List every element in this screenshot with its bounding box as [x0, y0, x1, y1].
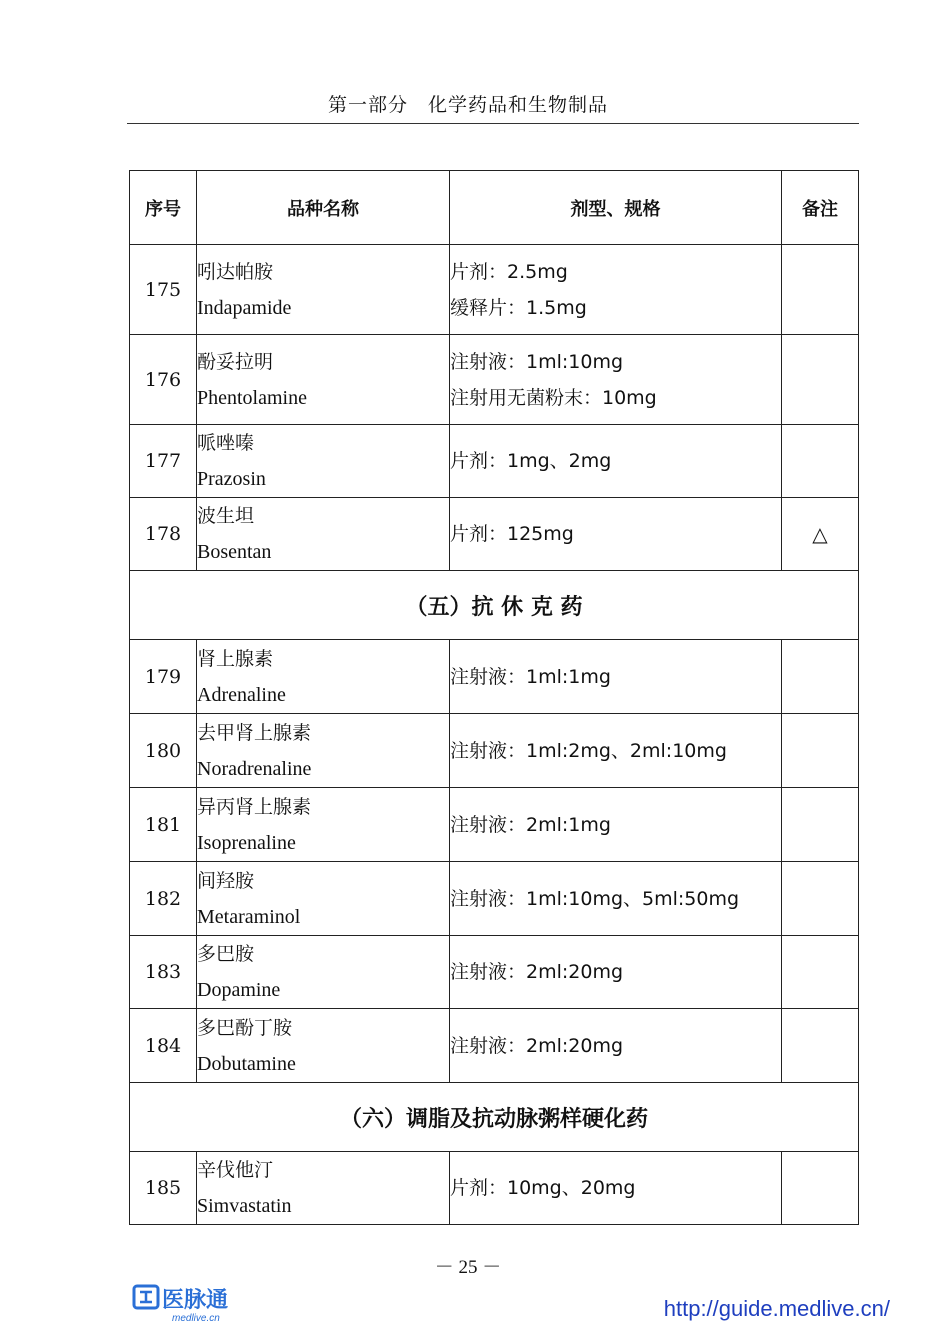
dosage-spec: 缓释片：1.5mg: [450, 296, 587, 319]
row-number: 184: [130, 1009, 197, 1083]
drug-name-en: Dobutamine: [197, 1052, 296, 1075]
drug-name-cn: 多巴酚丁胺: [197, 1016, 293, 1039]
header-rule: [127, 123, 859, 124]
drug-name-cell: [197, 714, 450, 788]
table-row: [130, 1152, 859, 1225]
header-name: 品种名称: [197, 171, 450, 245]
drug-name-en: Adrenaline: [197, 683, 286, 706]
page-header-title: 第一部分 化学药品和生物制品: [327, 94, 608, 116]
logo-subtext: medlive.cn: [172, 1313, 220, 1324]
drug-name-cn: 酚妥拉明: [197, 350, 274, 373]
logo-text: 医脉通: [162, 1288, 229, 1313]
dosage-spec-cell: [450, 1009, 782, 1083]
drug-name-cn: 波生坦: [197, 505, 255, 527]
dosage-spec: 注射用无菌粉末：10mg: [450, 386, 657, 409]
remark-cell: [782, 714, 859, 788]
dosage-spec: 片剂：1mg、2mg: [450, 450, 612, 472]
drug-name-cell: [197, 425, 450, 498]
row-number: 185: [130, 1152, 197, 1225]
drug-name-cn: 吲达帕胺: [197, 260, 274, 283]
dosage-spec-cell: [450, 788, 782, 862]
drug-name-cell: [197, 1152, 450, 1225]
header-spec: 剂型、规格: [450, 171, 782, 245]
table-row: [130, 245, 859, 335]
table-row: [130, 1009, 859, 1083]
remark-cell: [782, 788, 859, 862]
row-number: 183: [130, 936, 197, 1009]
drug-name-en: Noradrenaline: [197, 757, 312, 780]
drug-name-cn: 辛伐他汀: [197, 1159, 274, 1181]
table-row: [130, 936, 859, 1009]
table-row: [130, 714, 859, 788]
remark-cell: [782, 1009, 859, 1083]
remark-cell: [782, 862, 859, 936]
remark-cell: △: [782, 498, 859, 571]
drug-name-en: Indapamide: [197, 296, 292, 319]
row-number: 180: [130, 714, 197, 788]
dosage-spec-cell: [450, 714, 782, 788]
dosage-spec-cell: [450, 498, 782, 571]
table-row: [130, 425, 859, 498]
header-num: 序号: [130, 171, 197, 245]
row-number: 178: [130, 498, 197, 571]
drug-name-cn: 异丙肾上腺素: [197, 795, 312, 818]
drug-name-cell: [197, 936, 450, 1009]
dosage-spec: 注射液：1ml:2mg、2ml:10mg: [450, 739, 727, 762]
drug-name-cn: 间羟胺: [197, 869, 255, 892]
remark-cell: [782, 245, 859, 335]
header-note: 备注: [782, 171, 859, 245]
drug-name-cell: [197, 245, 450, 335]
dosage-spec-cell: [450, 862, 782, 936]
drug-name-en: Dopamine: [197, 979, 281, 1001]
dosage-spec-cell: [450, 335, 782, 425]
page-number: － 25 －: [434, 1257, 502, 1278]
dosage-spec-cell: [450, 245, 782, 335]
dosage-spec-cell: [450, 640, 782, 714]
dosage-spec: 片剂：10mg、20mg: [450, 1177, 636, 1199]
dosage-spec: 注射液：2ml:20mg: [450, 961, 624, 983]
table-row: [130, 788, 859, 862]
dosage-spec: 注射液：2ml:1mg: [450, 813, 611, 836]
remark-cell: [782, 640, 859, 714]
section-heading-5: （五）抗 休 克 药: [130, 571, 859, 640]
drug-name-cell: [197, 640, 450, 714]
drug-name-en: Metaraminol: [197, 905, 301, 928]
remark-cell: [782, 936, 859, 1009]
dosage-spec-cell: [450, 1152, 782, 1225]
row-number: 175: [130, 245, 197, 335]
remark-cell: [782, 335, 859, 425]
table-row: [130, 335, 859, 425]
drug-name-en: Bosentan: [197, 541, 272, 563]
section-row: [130, 571, 859, 640]
drug-name-cn: 哌唑嗪: [197, 432, 255, 454]
row-number: 179: [130, 640, 197, 714]
drug-name-cell: [197, 335, 450, 425]
medlive-logo: [132, 1280, 242, 1324]
dosage-spec: 片剂：2.5mg: [450, 260, 568, 283]
drug-name-cell: [197, 1009, 450, 1083]
drug-table: [129, 170, 859, 1225]
dosage-spec: 片剂：125mg: [450, 523, 574, 545]
drug-name-en: Prazosin: [197, 468, 266, 490]
drug-name-cn: 去甲肾上腺素: [197, 721, 312, 744]
drug-name-en: Simvastatin: [197, 1195, 292, 1217]
table-row: [130, 640, 859, 714]
drug-name-cn: 多巴胺: [197, 943, 255, 965]
section-heading-6: （六）调脂及抗动脉粥样硬化药: [130, 1083, 859, 1152]
table-row: [130, 862, 859, 936]
row-number: 181: [130, 788, 197, 862]
dosage-spec: 注射液：1ml:10mg、5ml:50mg: [450, 887, 740, 910]
row-number: 182: [130, 862, 197, 936]
dosage-spec-cell: [450, 425, 782, 498]
site-url-link[interactable]: http://guide.medlive.cn/: [663, 1296, 890, 1321]
drug-name-cn: 肾上腺素: [197, 647, 274, 670]
remark-cell: [782, 1152, 859, 1225]
remark-cell: [782, 425, 859, 498]
dosage-spec-cell: [450, 936, 782, 1009]
drug-name-en: Phentolamine: [197, 386, 307, 409]
dosage-spec: 注射液：1ml:1mg: [450, 665, 611, 688]
table-header-row: [130, 171, 859, 245]
row-number: 177: [130, 425, 197, 498]
drug-name-en: Isoprenaline: [197, 831, 296, 854]
section-row: [130, 1083, 859, 1152]
dosage-spec: 注射液：1ml:10mg: [450, 350, 624, 373]
row-number: 176: [130, 335, 197, 425]
drug-name-cell: [197, 788, 450, 862]
table-row: [130, 498, 859, 571]
drug-name-cell: [197, 498, 450, 571]
drug-name-cell: [197, 862, 450, 936]
dosage-spec: 注射液：2ml:20mg: [450, 1034, 624, 1057]
